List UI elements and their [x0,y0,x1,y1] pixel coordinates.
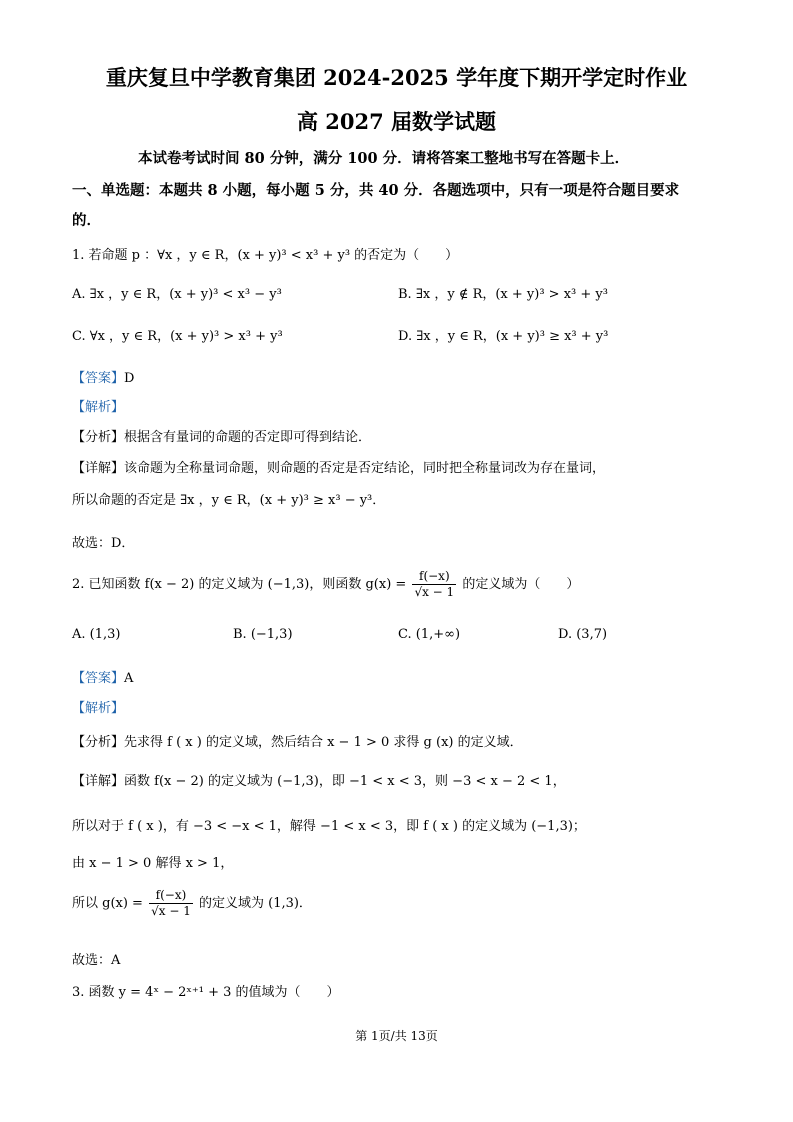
q2-fenxi [72,734,523,752]
q2-analysis [72,700,124,718]
q1-choice: 故选：D． [72,536,135,551]
q1-answer [72,370,134,388]
q1-option-b: B. ∃x ，y ∉ R，(x + y)³ > x³ + y³ [398,287,608,302]
q1-option-d: D. ∃x ，y ∈ R，(x + y)³ ≥ x³ + y³ [398,329,609,344]
q2-line-4-den: √x − 1 [151,904,191,918]
q2-option-c: C. (1,+∞) [398,627,461,642]
fenxi-tag: 【分析】 [72,430,125,445]
title-line-1: 重庆复旦中学教育集团 2024-2025 学年度下期开学定时作业 [105,65,688,90]
answer-tag: 【答案】 [72,371,125,386]
fenxi-tag: 【分析】 [72,735,125,750]
q1-stem: 1. 若命题 p ：∀x ，y ∈ R，(x + y)³ < x³ + y³ 的否定为（ ） [72,248,459,263]
answer-value: A [124,671,134,686]
q2-answer [72,670,133,688]
q2-line-4 [72,886,312,922]
fenxi-text: 根据含有量词的命题的否定即可得到结论． [124,430,372,445]
q2-fraction [412,569,456,600]
q2-stem [72,568,579,602]
answer-tag: 【答案】 [72,671,125,686]
q1-analysis [72,399,124,417]
q2-option-a: A. (1,3) [72,627,121,642]
section-heading-cont: 的． [72,212,101,229]
section-heading: 一、单选题：本题共 8 小题，每小题 5 分，共 40 分．各题选项中，只有一项是符合题目要求 [72,182,680,199]
instruction: 本试卷考试时间 80 分钟，满分 100 分．请将答案工整地书写在答题卡上． [138,150,630,167]
q2-choice: 故选：A [72,953,121,968]
q2-xiangjie [72,773,566,791]
answer-value: D [124,371,135,386]
q1-xiangjie [72,460,605,478]
q2-line-4-fraction [149,888,193,919]
q2-line-3: 由 x − 1 > 0 解得 x > 1， [72,856,234,871]
q2-line-4-b: 的定义域为 (1,3)． [198,896,312,911]
q2-option-b: B. (−1,3) [233,627,293,642]
xiangjie-text: 该命题为全称量词命题，则命题的否定是否定结论，同时把全称量词改为存在量词， [124,461,606,476]
q2-fraction-den: √x − 1 [414,585,455,599]
q2-line-4-num: f(−x) [149,888,193,904]
q1-option-a: A. ∃x ，y ∈ R，(x + y)³ < x³ − y³ [72,287,282,302]
analysis-tag: 【解析】 [72,400,125,415]
fenxi-text: 先求得 f ( x ) 的定义域，然后结合 x − 1 > 0 求得 g (x) 的定义域． [124,735,523,750]
xiangjie-tag: 【详解】 [72,461,125,476]
page-footer: 第 1页/共 13页 [355,1029,438,1043]
q3-stem: 3. 函数 y = 4ˣ − 2ˣ⁺¹ + 3 的值域为（ ） [72,985,340,1000]
q2-line-2: 所以对于 f ( x )，有 −3 < −x < 1，解得 −1 < x < 3，即 f ( x ) 的定义域为 (−1,3)； [72,819,586,834]
xiangjie-text: 函数 f(x − 2) 的定义域为 (−1,3)，即 −1 < x < 3，则 −3 < x − 2 < 1， [124,774,566,789]
q2-stem-a: 2. 已知函数 f(x − 2) 的定义域为 (−1,3)，则函数 g(x) = [72,577,407,592]
q2-fraction-num: f(−x) [412,569,456,585]
q2-stem-b: 的定义域为（ ） [462,577,580,592]
q1-xiangjie-2: 所以命题的否定是 ∃x ，y ∈ R，(x + y)³ ≥ x³ − y³． [72,493,386,508]
q2-line-4-a: 所以 g(x) = [72,896,143,911]
xiangjie-tag: 【详解】 [72,774,125,789]
q1-option-c: C. ∀x ，y ∈ R，(x + y)³ > x³ + y³ [72,329,283,344]
q1-fenxi [72,429,371,447]
analysis-tag: 【解析】 [72,701,125,716]
title-line-2: 高 2027 届数学试题 [296,109,497,134]
q2-option-d: D. (3,7) [558,627,608,642]
